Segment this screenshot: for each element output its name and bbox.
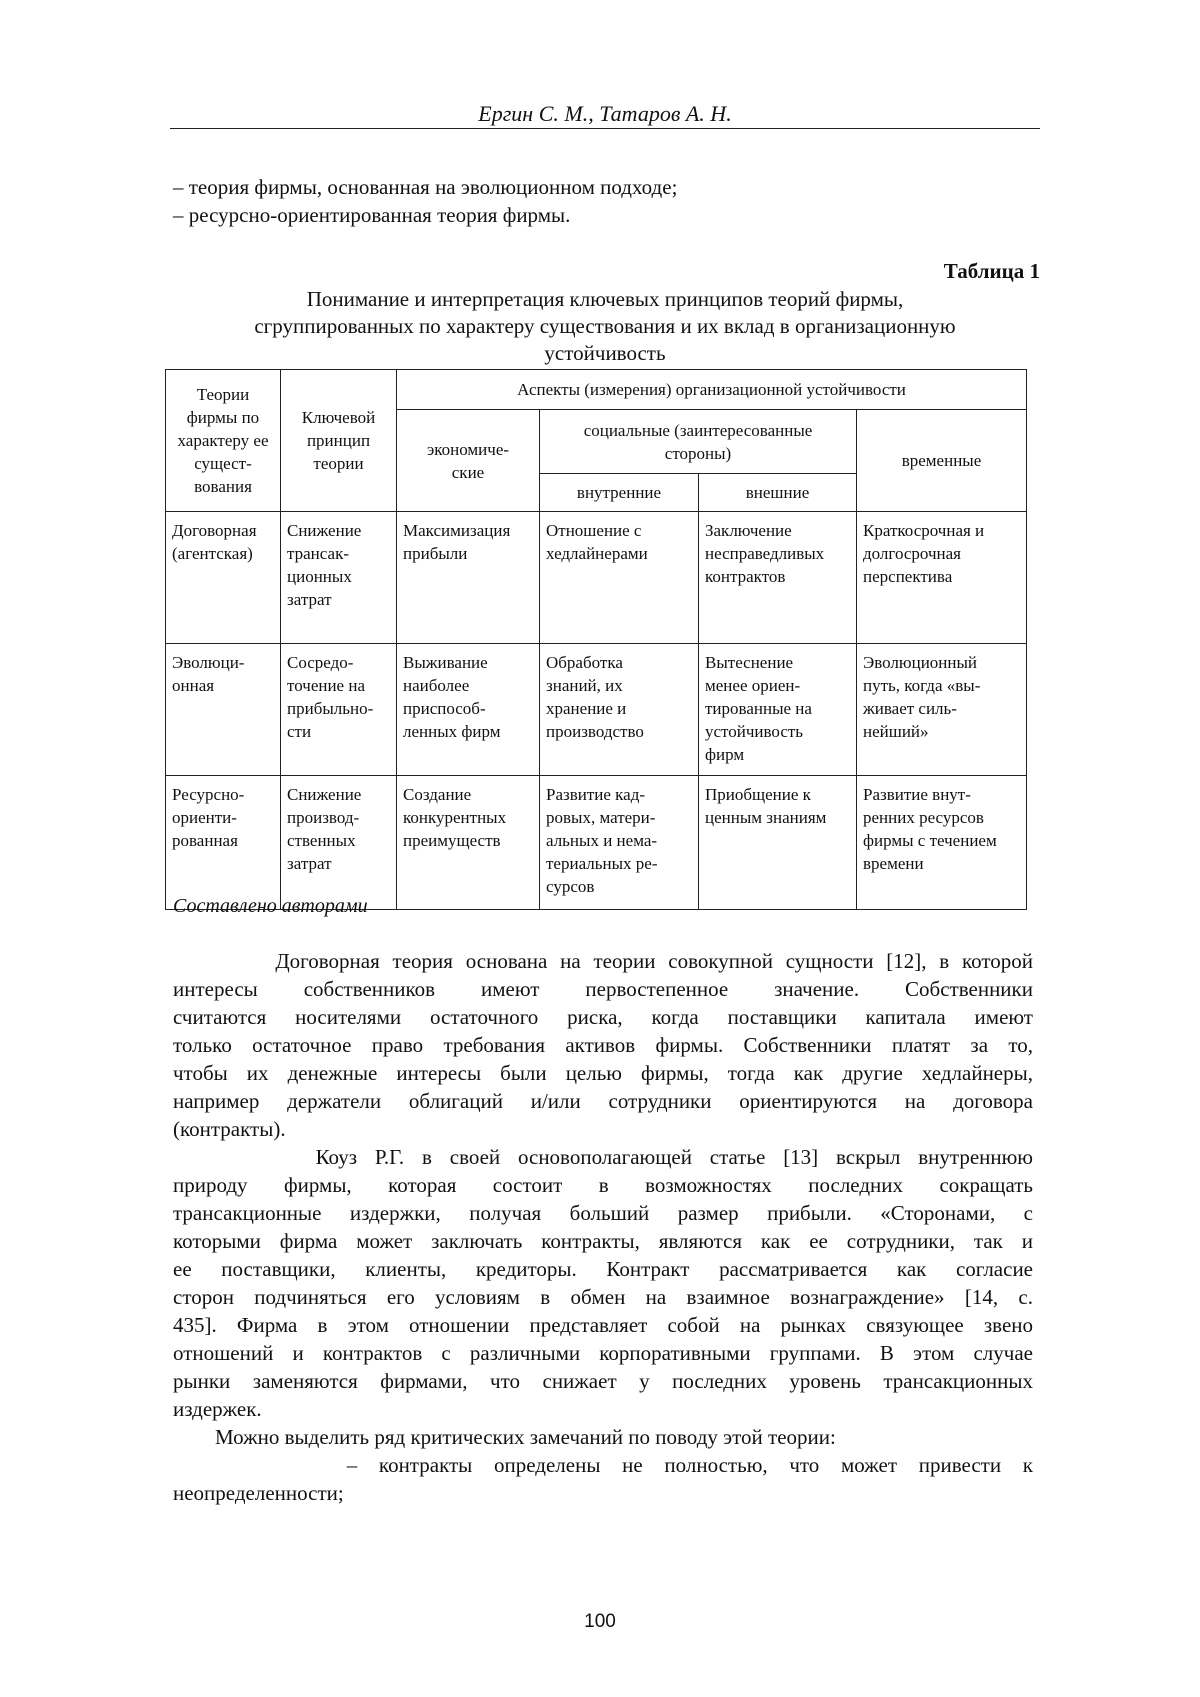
cell-text: Развитие внут- (863, 785, 971, 804)
header-economic (397, 410, 540, 512)
table-source-note: Составлено авторами (173, 895, 368, 917)
cell-text: Создание (403, 785, 472, 804)
cell-text: ционных (287, 567, 352, 586)
header-text: Ключевой (301, 408, 376, 427)
cell-text: ственных (287, 831, 356, 850)
paragraph-line: издержек. (173, 1397, 262, 1421)
page-number: 100 (584, 1611, 616, 1632)
table-row (166, 644, 1027, 776)
header-text: Теории (196, 385, 250, 404)
cell-text: производство (546, 722, 644, 741)
paragraph-line: Коуз Р.Г. в своей основополагающей статье [13] вскрыл внутреннюю (173, 1145, 1033, 1169)
body-paragraph (173, 1143, 1033, 1423)
cell-text: онная (172, 676, 215, 695)
table-caption (170, 286, 1040, 367)
paragraph-line: трансакционные издержки, получая больший размер прибыли. «Сторонами, с (173, 1201, 1033, 1225)
cell-text: Сосредо- (287, 653, 354, 672)
cell-theory (166, 776, 281, 910)
paragraph-line: – контракты определены не полностью, что может привести к (173, 1453, 1033, 1477)
cell-text: прибыли (403, 544, 468, 563)
cell-text: сти (287, 722, 312, 741)
paragraph-line: Договорная теория основана на теории совокупной сущности [12], в которой (173, 949, 1033, 973)
paragraph-line: (контракты). (173, 1117, 286, 1141)
cell-temporal (857, 644, 1027, 776)
cell-principle (281, 644, 397, 776)
cell-text: Снижение (287, 785, 362, 804)
header-text: ские (451, 462, 485, 482)
cell-text: сурсов (546, 877, 595, 896)
paragraph-line: ее поставщики, клиенты, кредиторы. Контракт рассматривается как согласие (173, 1257, 1033, 1281)
header-temporal: временные (857, 410, 1027, 512)
table-label: Таблица 1 (943, 259, 1040, 283)
cell-text: менее ориен- (705, 676, 801, 695)
cell-internal (540, 776, 699, 910)
paragraph-line: сторон подчиняться его условиям в обмен на взаимное вознаграждение» [14, с. (173, 1285, 1033, 1309)
cell-text: фирмы с течением (863, 831, 997, 850)
paragraph-line: интересы собственников имеют первостепенное значение. Собственники (173, 977, 1033, 1001)
cell-economic (397, 512, 540, 644)
header-key-principle (281, 370, 397, 512)
body-paragraph (173, 947, 1033, 1143)
cell-text: живает силь- (863, 699, 957, 718)
cell-text: приспособ- (403, 699, 486, 718)
cell-text: фирм (705, 745, 745, 764)
cell-text: точение на (287, 676, 365, 695)
cell-text: долгосрочная (863, 544, 961, 563)
cell-text: времени (863, 854, 924, 873)
body-paragraph (173, 1423, 1033, 1451)
cell-text: Приобщение к (705, 785, 811, 804)
header-text: экономиче- (426, 439, 510, 459)
paragraph-line: чтобы их денежные интересы были целью фирмы, тогда как другие хедлайнеры, (173, 1061, 1033, 1085)
cell-text: устойчивость (705, 722, 804, 741)
cell-text: Вытеснение (705, 653, 794, 672)
cell-external (699, 644, 857, 776)
table-row (166, 512, 1027, 644)
cell-external (699, 512, 857, 644)
cell-text: Краткосрочная и (863, 521, 985, 540)
cell-text: ленных фирм (403, 722, 501, 741)
cell-text: прибыльно- (287, 699, 374, 718)
header-rule (170, 128, 1040, 129)
cell-text: Договорная (172, 521, 257, 540)
cell-economic (397, 776, 540, 910)
header-text: принцип (306, 431, 371, 450)
header-aspects: Аспекты (измерения) организационной устойчивости (397, 370, 1027, 410)
cell-internal (540, 512, 699, 644)
cell-text: несправедливых (705, 544, 825, 563)
cell-text: хранение и (546, 699, 627, 718)
cell-text: ориенти- (172, 808, 237, 827)
cell-theory (166, 644, 281, 776)
header-text: характеру ее (177, 431, 269, 450)
cell-text: рованная (172, 831, 238, 850)
paragraph-line: рынки заменяются фирмами, что снижает у последних уровень трансакционных (173, 1369, 1033, 1393)
cell-text: тированные на (705, 699, 812, 718)
header-text: социальные (заинтересованные (583, 420, 813, 440)
paragraph-line: природу фирмы, которая состоит в возможностях последних сокращать (173, 1173, 1033, 1197)
cell-text: трансак- (287, 544, 349, 563)
caption-line: Понимание и интерпретация ключевых принципов теорий фирмы, (306, 287, 904, 311)
cell-text: Эволюци- (172, 653, 245, 672)
paragraph-line: Можно выделить ряд критических замечаний по поводу этой теории: (173, 1425, 836, 1449)
cell-text: Заключение (705, 521, 792, 540)
cell-text: конкурентных (403, 808, 507, 827)
cell-text: альных и нема- (546, 831, 658, 850)
paragraph-line: 435]. Фирма в этом отношении представляет собой на рынках связующее звено (173, 1313, 1033, 1337)
header-social (540, 410, 857, 474)
paragraph-line: например держатели облигаций и/или сотрудники ориентируются на договора (173, 1089, 1033, 1113)
cell-text: нейший» (863, 722, 929, 741)
header-text: теории (313, 454, 364, 473)
cell-text: путь, когда «вы- (863, 676, 981, 695)
intro-list-item: – ресурсно-ориентированная теория фирмы. (173, 203, 571, 227)
cell-text: затрат (287, 590, 332, 609)
cell-text: ценным знаниям (705, 808, 827, 827)
cell-text: наиболее (403, 676, 470, 695)
cell-temporal (857, 512, 1027, 644)
cell-temporal (857, 776, 1027, 910)
cell-text: преимуществ (403, 831, 501, 850)
cell-text: знаний, их (546, 676, 623, 695)
cell-text: Обработка (546, 653, 623, 672)
header-text: фирмы по (186, 408, 260, 427)
cell-text: Эволюционный (863, 653, 978, 672)
paragraph-line: которыми фирма может заключать контракты, являются как ее сотрудники, так и (173, 1229, 1033, 1253)
cell-text: Выживание (403, 653, 488, 672)
body-paragraph (173, 1451, 1033, 1507)
paragraph-line: только остаточное право требования активов фирмы. Собственники платят за то, (173, 1033, 1033, 1057)
paragraph-line: считаются носителями остаточного риска, когда поставщики капитала имеют (173, 1005, 1033, 1029)
cell-text: ренних ресурсов (863, 808, 984, 827)
cell-text: Ресурсно- (172, 785, 245, 804)
cell-principle (281, 776, 397, 910)
cell-principle (281, 512, 397, 644)
caption-line: устойчивость (544, 341, 666, 365)
header-text: сущест- (194, 454, 252, 473)
table-row (166, 776, 1027, 910)
cell-text: Развитие кад- (546, 785, 646, 804)
intro-list-item: – теория фирмы, основанная на эволюционном подходе; (173, 175, 678, 199)
header-internal: внутренние (540, 474, 699, 512)
cell-text: (агентская) (172, 544, 253, 563)
cell-text: контрактов (705, 567, 786, 586)
cell-text: Максимизация (403, 521, 511, 540)
cell-text: териальных ре- (546, 854, 658, 873)
cell-text: Отношение с (546, 521, 642, 540)
cell-economic (397, 644, 540, 776)
cell-theory (166, 512, 281, 644)
cell-text: затрат (287, 854, 332, 873)
paragraph-line: отношений и контрактов с различными корпоративными группами. В этом случае (173, 1341, 1033, 1365)
cell-internal (540, 644, 699, 776)
header-external: внешние (699, 474, 857, 512)
cell-text: производ- (287, 808, 360, 827)
cell-text: Снижение (287, 521, 362, 540)
caption-line: сгруппированных по характеру существования и их вклад в организационную (254, 314, 956, 338)
header-text: стороны) (664, 443, 732, 463)
cell-external (699, 776, 857, 910)
header-theories (166, 370, 281, 512)
theories-table (165, 369, 1027, 910)
header-text: вования (194, 477, 252, 496)
cell-text: перспектива (863, 567, 953, 586)
paragraph-line: неопределенности; (173, 1481, 344, 1505)
cell-text: ровых, матери- (546, 808, 656, 827)
cell-text: хедлайнерами (546, 544, 648, 563)
running-head: Ергин С. М., Татаров А. Н. (478, 101, 732, 126)
